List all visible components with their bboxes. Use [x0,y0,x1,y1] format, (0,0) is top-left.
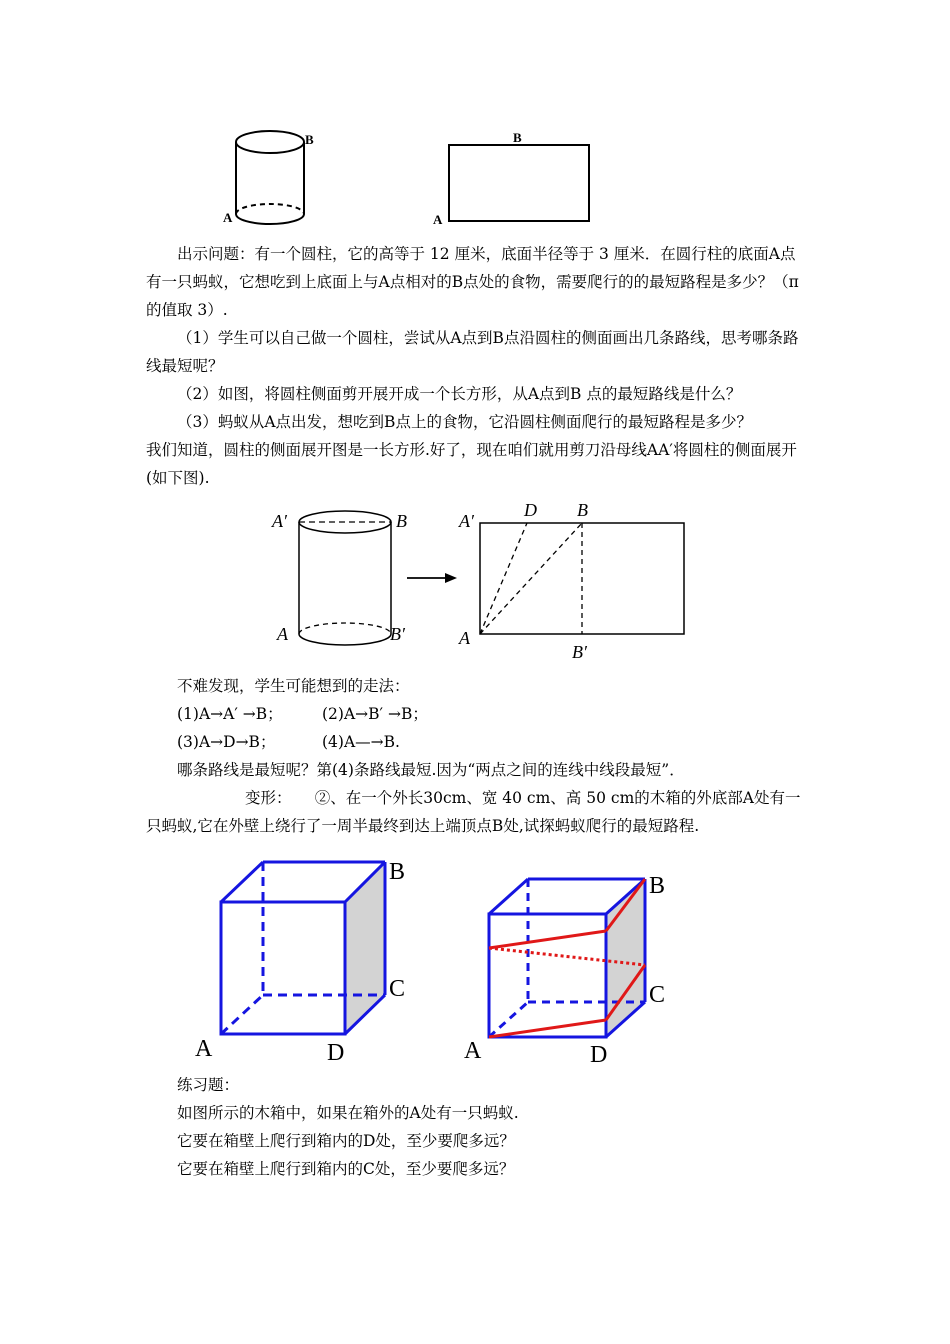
label-b: B [649,873,666,899]
label-b: B [389,859,406,885]
label-a: A [459,628,470,648]
question-1: （1）学生可以自己做一个圆柱，尝试从A点到B点沿圆柱的侧面画出几条路线，思考哪条路线最短呢？ [146,329,799,375]
label-a: A [464,1038,482,1064]
label-a: A [223,210,233,225]
route-3: (3)A→D→B； [177,733,276,751]
shortest-route-text: 哪条路线是最短呢？第(4)条路线最短.因为“两点之间的连线中线段最短”． [177,761,685,779]
route-1: (1)A→A′ →B； [177,705,283,723]
label-b: B [513,130,522,145]
label-b: B [577,500,588,520]
cylinder-figure [220,124,320,228]
unrolled-paths-figure [455,498,690,662]
exercise-title: 练习题： [177,1076,240,1094]
box-path-figure [460,868,680,1068]
unrolled-rectangle-figure [430,128,600,228]
label-d: D [590,1042,608,1068]
route-4: (4)A—→B. [322,733,400,751]
problem-text: 出示问题：有一个圆柱，它的高等于 12 厘米，底面半径等于 3 厘米．在圆行柱的底面A点有一只蚂蚁，它想吃到上底面上与A点相对的B点处的食物，需要爬行的的最短路程是多少？（π 的值取 3）. [146,245,799,319]
exercise-line-3: 它要在箱壁上爬行到箱内的C处，至少要爬多远？ [177,1160,515,1178]
variant-problem: 变形： ②、在一个外长30cm、宽 40 cm、高 50 cm的木箱的外底部A处有一只蚂蚁,它在外壁上绕行了一周半最终到达上端顶点B处,试探蚂蚁爬行的最短路程. [146,789,801,835]
exercise-line-1: 如图所示的木箱中，如果在箱外的A处有一只蚂蚁. [177,1104,519,1122]
label-d: D [524,500,537,520]
label-b-prime: B′ [572,642,587,662]
label-d: D [327,1040,345,1065]
label-b-prime: B′ [390,624,405,644]
exercise-line-2: 它要在箱壁上爬行到箱内的D处，至少要爬多远？ [177,1132,515,1150]
box-figure [190,850,425,1065]
question-3: （3）蚂蚁从A点出发，想吃到B点上的食物，它沿圆柱侧面爬行的最短路程是多少？ [177,413,752,431]
label-a: A [433,212,443,227]
label-c: C [649,982,666,1008]
label-a-prime: A′ [459,511,474,531]
label-a: A [277,624,288,644]
label-a: A [195,1036,213,1062]
label-b: B [396,511,407,531]
explanation-text: 我们知道，圆柱的侧面展开图是一长方形.好了，现在咱们就用剪刀沿母线AA′将圆柱的侧面展开(如下图). [146,441,797,487]
routes-intro: 不难发现，学生可能想到的走法： [177,677,410,695]
label-c: C [389,976,406,1002]
right-arrow-icon [405,570,460,586]
question-2: （2）如图，将圆柱侧面剪开展开成一个长方形，从A点到B 点的最短路线是什么？ [177,385,742,403]
label-a-prime: A′ [272,511,287,531]
cylinder-labeled-figure [268,500,418,660]
label-b: B [305,132,314,147]
route-2: (2)A→B′ →B； [322,705,428,723]
